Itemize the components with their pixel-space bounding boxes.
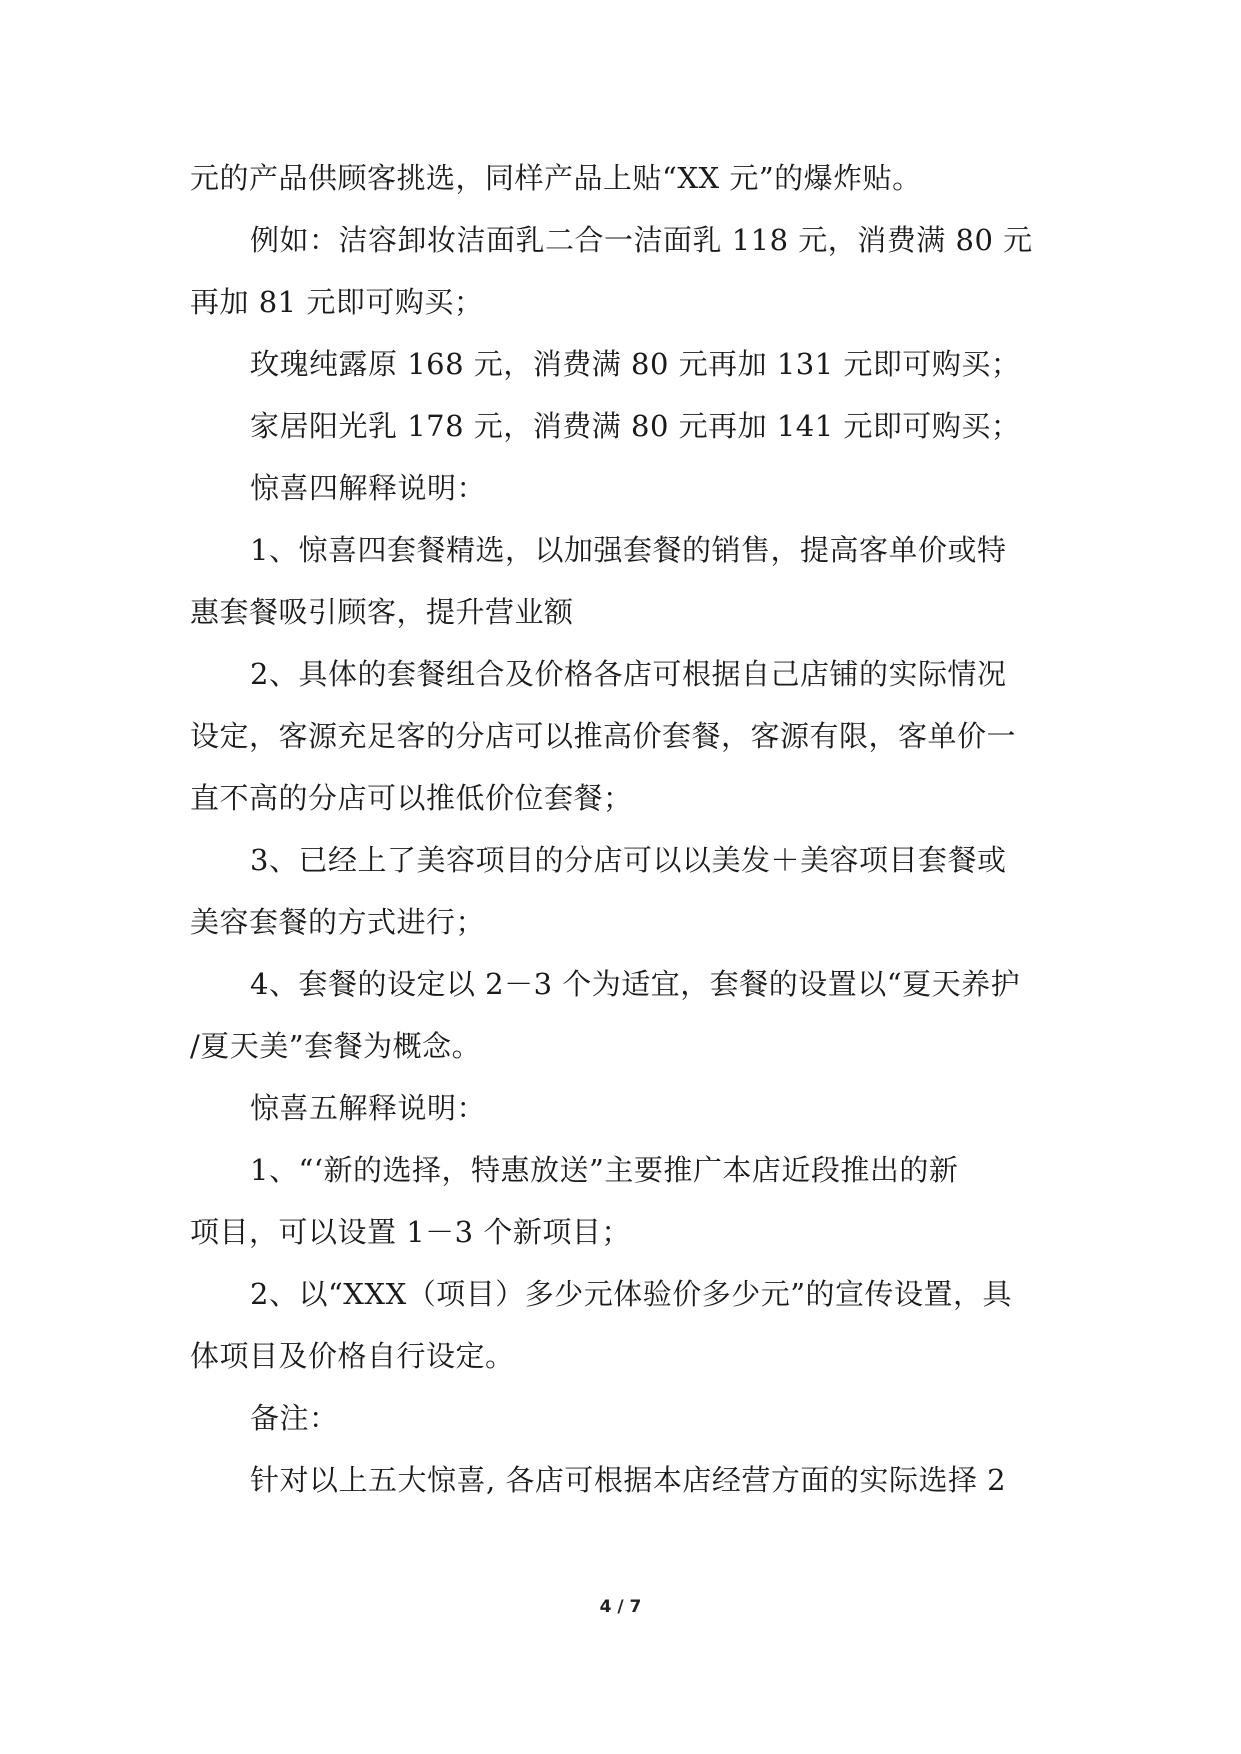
- text-line: 针对以上五大惊喜, 各店可根据本店经营方面的实际选择 2: [250, 1463, 1007, 1497]
- text-line: 玫瑰纯露原 168 元，消费满 80 元再加 131 元即可购买；: [250, 347, 1021, 381]
- text-line: /夏天美”套餐为概念。: [190, 1029, 482, 1063]
- list-item: 1、“‘新的选择，特惠放送”主要推广本店近段推出的新: [250, 1153, 959, 1187]
- section-heading-notes: 备注：: [250, 1401, 339, 1435]
- list-item: 3、已经上了美容项目的分店可以以美发＋美容项目套餐或: [250, 843, 1007, 877]
- text-line: 再加 81 元即可购买；: [190, 285, 484, 319]
- text-line-continuation: 元的产品供顾客挑选，同样产品上贴“XX 元”的爆炸贴。: [190, 161, 922, 195]
- text-line-example: 例如：洁容卸妆洁面乳二合一洁面乳 118 元，消费满 80 元: [250, 223, 1033, 257]
- list-item: 4、套餐的设定以 2－3 个为适宜，套餐的设置以“夏天养护: [250, 967, 1021, 1001]
- list-item: 2、具体的套餐组合及价格各店可根据自己店铺的实际情况: [250, 657, 1007, 691]
- list-item: 2、以“XXX（项目）多少元体验价多少元”的宣传设置，具: [250, 1277, 1013, 1311]
- text-line: 设定，客源充足客的分店可以推高价套餐，客源有限，客单价一: [190, 719, 1017, 753]
- document-body: [190, 147, 1050, 1511]
- list-item: 1、惊喜四套餐精选，以加强套餐的销售，提高客单价或特: [250, 533, 1007, 567]
- text-line: 直不高的分店可以推低价位套餐；: [190, 781, 633, 815]
- page-number: 4 / 7: [599, 1597, 642, 1617]
- text-line: 项目，可以设置 1－3 个新项目；: [190, 1215, 631, 1249]
- text-line: 体项目及价格自行设定。: [190, 1339, 515, 1373]
- text-line: 美容套餐的方式进行；: [190, 905, 486, 939]
- text-line: 家居阳光乳 178 元，消费满 80 元再加 141 元即可购买；: [250, 409, 1021, 443]
- section-heading-surprise-four: 惊喜四解释说明：: [250, 471, 487, 505]
- section-heading-surprise-five: 惊喜五解释说明：: [250, 1091, 487, 1125]
- text-line: 惠套餐吸引顾客，提升营业额: [190, 595, 574, 629]
